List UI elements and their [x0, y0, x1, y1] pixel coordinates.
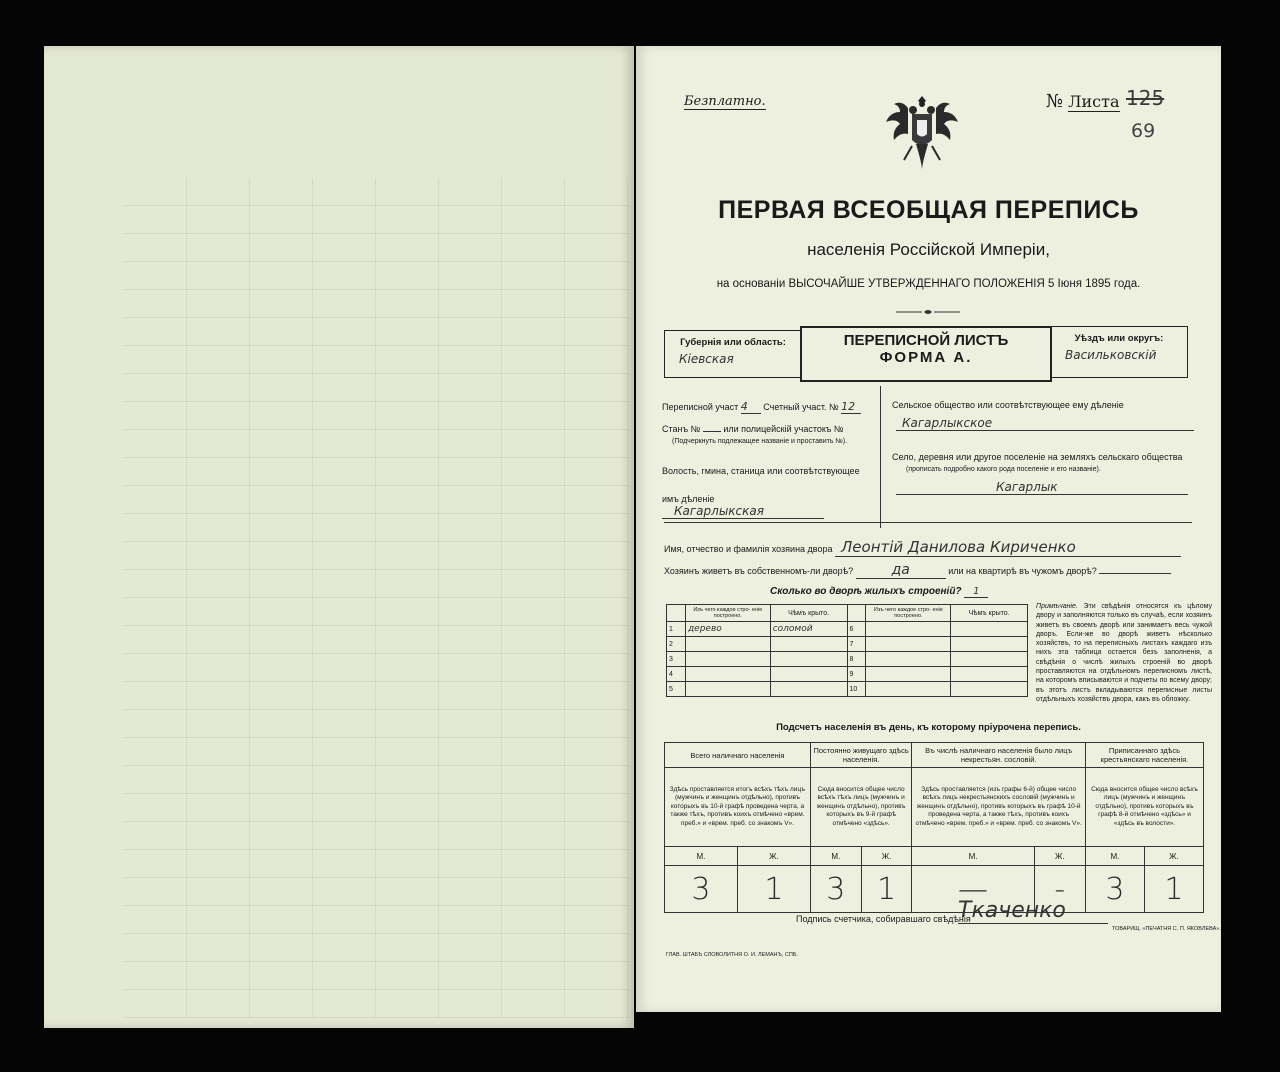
table-row	[667, 667, 1028, 682]
table-row	[667, 637, 1028, 652]
note-text: Эти свѣдѣнія относятся къ цѣлому двору и заполняются только въ случаѣ, если хозяинъ живетъ въ своемъ дворѣ или занимаетъ весь чужой дворъ. Если-же во дворѣ живетъ нѣсколько хозяйствъ, то на переписныхъ листахъ каждаго изъ нихъ эта таблица остается безъ заполненія, а свѣдѣнія о числѣ жилыхъ строеній во дворѣ проставляются на отдѣльномъ переписномъ листѣ, на которомъ вписываются и подчеты по всему двору; въ этотъ листъ вкладываются переписные листы отдѣльныхъ хозяйствъ двора, какъ въ обложку.	[1036, 603, 1212, 703]
sheet-number-value: 69	[1131, 120, 1156, 142]
signature-value: Ткаченко	[958, 898, 1108, 924]
male-count: 3	[1085, 866, 1144, 913]
note-heading: Примѣчаніе.	[1036, 603, 1078, 610]
header-material-left: Изъ чего каждое стро- еніе построено.	[685, 605, 770, 622]
material-cell	[866, 622, 951, 637]
rent-label: или на квартирѣ въ чужомъ дворѣ?	[948, 566, 1097, 576]
material-cell	[685, 652, 770, 667]
province-box	[664, 330, 802, 378]
roof-cell	[951, 682, 1028, 697]
row-number: 3	[667, 652, 686, 667]
row-number: 8	[847, 652, 866, 667]
row-number: 7	[847, 637, 866, 652]
stan-field	[662, 424, 844, 434]
roof-cell	[951, 637, 1028, 652]
double-headed-eagle-emblem	[882, 90, 962, 174]
sheet-number-label	[1046, 91, 1120, 112]
volost-field	[662, 494, 876, 519]
village-label: Село, деревня или другое поселеніе на земляхъ сельскаго общества	[892, 452, 1183, 462]
roof-cell	[770, 652, 847, 667]
ornament-divider	[896, 308, 960, 316]
free-label: Безплатно.	[684, 94, 766, 109]
material-cell	[685, 637, 770, 652]
police-label: или полицейскій участокъ №	[723, 424, 844, 434]
printer-right: ТОВАРИЩ. «ПЕЧАТНЯ С. П. ЯКОВЛЕВА».	[1112, 926, 1221, 932]
material-cell	[866, 652, 951, 667]
male-label: М.	[912, 847, 1034, 866]
lives-value: да	[856, 562, 946, 579]
village-value: Кагарлык	[896, 480, 1188, 495]
location-fields-left	[662, 386, 881, 528]
material-cell	[685, 667, 770, 682]
lives-field	[664, 562, 1204, 579]
table-row	[667, 652, 1028, 667]
document-subtitle: населенія Россійской Имперіи,	[807, 240, 1050, 259]
census-section-field	[662, 400, 861, 414]
volost-label-2: имъ дѣленіе	[662, 494, 715, 504]
printer-left: ГЛАВ. ШТАБЪ СЛОВОЛИТНЯ О. И. ЛЕМАНЪ, СПБ.	[666, 952, 798, 958]
material-cell	[685, 682, 770, 697]
row-number: 4	[667, 667, 686, 682]
female-label: Ж.	[737, 847, 810, 866]
owner-field	[664, 538, 1204, 557]
left-page	[44, 46, 634, 1028]
volost-value: Кагарлыкская	[662, 504, 824, 519]
location-fields-right	[892, 386, 1192, 528]
sheet-number-crossed: 125	[1126, 86, 1165, 110]
roof-cell	[951, 622, 1028, 637]
buildings-value: 1	[964, 586, 988, 598]
material-cell	[866, 667, 951, 682]
header-roof-left: Чѣмъ крыто.	[770, 605, 847, 622]
female-label: Ж.	[861, 847, 912, 866]
census-section-label: Переписной участ	[662, 402, 739, 412]
column-title: Всего наличнаго населенія	[665, 743, 811, 768]
lives-label: Хозяинъ живетъ въ собственномъ-ли дворѣ?	[664, 566, 854, 576]
decree-line: на основаніи ВЫСОЧАЙШЕ УТВЕРЖДЕННАГО ПОЛОЖЕНІЯ 5 Іюня 1895 года.	[716, 278, 1141, 290]
district-box	[1050, 326, 1188, 378]
row-number: 5	[667, 682, 686, 697]
society-value: Кагарлыкское	[896, 416, 1194, 431]
roof-cell	[770, 682, 847, 697]
female-label: Ж.	[1034, 847, 1085, 866]
female-label: Ж.	[1144, 847, 1203, 866]
column-description: Здѣсь проставляется (изъ графы 6-й) общее число всѣхъ лицъ некрестьянскихъ сословій (мужчинъ и женщинъ отдѣльно), противъ которыхъ въ графѣ 10-й проведена черта, а также тѣхъ, противъ коихъ отмѣчено «врем. преб.» и «врем. преб. со знакомъ V».	[912, 768, 1086, 847]
society-label: Сельское общество или соотвѣтствующее ему дѣленіе	[892, 400, 1124, 410]
material-cell: дерево	[685, 622, 770, 637]
volost-label: Волость, гмина, станица или соотвѣтствующее	[662, 466, 860, 476]
bleed-through-grid	[124, 178, 629, 1018]
province-value: Кіевская	[679, 352, 734, 366]
material-cell	[866, 637, 951, 652]
stan-label: Станъ №	[662, 424, 701, 434]
table-row	[667, 682, 1028, 697]
male-label: М.	[665, 847, 738, 866]
table-row	[667, 622, 1028, 637]
roof-cell	[951, 652, 1028, 667]
district-label: Уѣздъ или округъ:	[1074, 333, 1164, 344]
buildings-question-label: Сколько во дворѣ жилыхъ строеній?	[770, 586, 962, 597]
form-subtitle: ФОРМА А.	[879, 349, 973, 366]
buildings-table	[666, 604, 1028, 697]
column-description: Здѣсь проставляется итогъ всѣхъ тѣхъ лицъ (мужчинъ и женщинъ отдѣльно), противъ которыхъ въ 10-й графѣ проведена черта, а также тѣхъ, противъ коихъ отмѣчено «врем. преб.» и «врем. преб. со знакомъ V».	[665, 768, 811, 847]
row-number: 6	[847, 622, 866, 637]
roof-cell: соломой	[770, 622, 847, 637]
form-title-box	[800, 326, 1052, 382]
male-count: 3	[810, 866, 861, 913]
form-title: ПЕРЕПИСНОЙ ЛИСТЪ	[843, 332, 1009, 349]
row-number: 1	[667, 622, 686, 637]
owner-label: Имя, отчество и фамилія хозяина двора	[664, 544, 833, 554]
census-form-page	[636, 46, 1221, 1012]
material-cell	[866, 682, 951, 697]
population-table	[664, 742, 1204, 913]
population-heading: Подсчетъ населенія въ день, къ которому пріурочена перепись.	[776, 722, 1081, 733]
female-count: 1	[861, 866, 912, 913]
divider-line	[664, 522, 1192, 523]
document-title: ПЕРВАЯ ВСЕОБЩАЯ ПЕРЕПИСЬ	[718, 196, 1139, 224]
signature-label: Подпись счетчика, собиравшаго свѣдѣнія	[796, 914, 971, 924]
district-value: Васильковскій	[1065, 348, 1157, 362]
column-title: Въ числѣ наличнаго населенія было лицъ некрестьян. сословій.	[912, 743, 1086, 768]
male-label: М.	[810, 847, 861, 866]
row-number: 9	[847, 667, 866, 682]
header-material-right: Изъ чего каждое стро- еніе построено.	[866, 605, 951, 622]
owner-value: Леонтій Данилова Кириченко	[835, 538, 1181, 557]
sheet-label: Листа	[1068, 92, 1120, 111]
census-section-value: 4	[741, 400, 761, 414]
male-label: М.	[1085, 847, 1144, 866]
village-note: (прописать подробно какого рода поселеніе и его названіе).	[906, 466, 1101, 473]
column-description: Сюда вносится общее число всѣхъ лицъ (мужчинъ и женщинъ отдѣльно), противъ которыхъ въ графѣ 8-й отмѣчено «здѣсь» и «здѣсь въ волости».	[1085, 768, 1203, 847]
female-count: -	[1034, 866, 1085, 913]
stan-note: (Подчеркнуть подлежащее названіе и проставить №).	[672, 438, 848, 445]
number-sign: №	[1046, 91, 1064, 112]
counting-section-label: Счетный участ. №	[763, 402, 839, 412]
buildings-question	[770, 586, 988, 598]
female-count: 1	[1144, 866, 1203, 913]
male-count: —	[912, 866, 1034, 913]
roof-cell	[770, 667, 847, 682]
row-number: 10	[847, 682, 866, 697]
roof-cell	[770, 637, 847, 652]
female-count: 1	[737, 866, 810, 913]
male-count: 3	[665, 866, 738, 913]
province-label: Губернія или область:	[680, 337, 786, 348]
roof-cell	[951, 667, 1028, 682]
row-number: 2	[667, 637, 686, 652]
header-roof-right: Чѣмъ крыто.	[951, 605, 1028, 622]
column-description: Сюда вносится общее число всѣхъ тѣхъ лицъ (мужчинъ и женщинъ отдѣльно), противъ которыхъ въ 9-й графѣ отмѣчено «здѣсь».	[810, 768, 911, 847]
note-block	[1036, 602, 1212, 704]
column-title: Приписаннаго здѣсь крестьянскаго населенія.	[1085, 743, 1203, 768]
counting-section-value: 12	[841, 400, 861, 414]
column-title: Постоянно живущаго здѣсь населенія.	[810, 743, 911, 768]
